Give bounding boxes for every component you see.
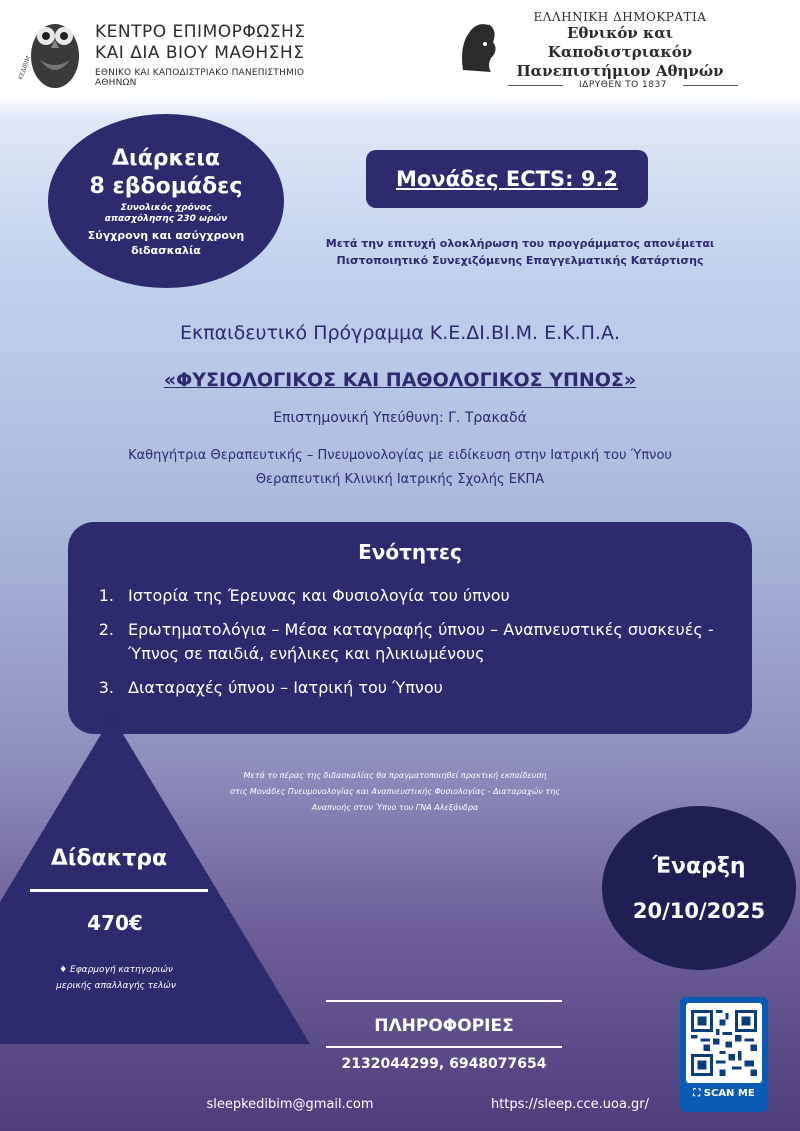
- programme-role-line1: Καθηγήτρια Θεραπευτικής – Πνευμονολογίας με ειδίκευση στην Ιατρική του Ύπνου: [128, 448, 672, 463]
- start-date: 20/10/2025: [632, 898, 766, 923]
- programme-title: «ΦΥΣΙΟΛΟΓΙΚΟΣ ΚΑΙ ΠΑΘΟΛΟΓΙΚΟΣ ΥΠΝΟΣ»: [163, 369, 637, 391]
- units-title: Ενότητες: [358, 540, 462, 564]
- fees-divider: [30, 889, 208, 892]
- programme-role: [0, 444, 800, 492]
- units-list: [84, 584, 744, 710]
- uoa-line1: ΕΛΛΗΝΙΚΗ ΔΗΜΟΚΡΑΤΙΑ: [533, 10, 707, 24]
- qr-code-card[interactable]: [680, 997, 768, 1112]
- info-title: ΠΛΗΡΟΦΟΡΙΕΣ: [374, 1016, 514, 1036]
- unit-number: 2.: [98, 620, 114, 639]
- ects-note-line2: Πιστοποιητικό Συνεχιζόμενης Επαγγελματικής Κατάρτισης: [336, 254, 704, 267]
- unit-text: Ιστορία της Έρευνας και Φυσιολογία του ύπνου: [128, 586, 510, 605]
- duration-title: Διάρκεια: [111, 145, 221, 171]
- uoa-line2: Εθνικόν και Καποδιστριακόν: [547, 24, 693, 61]
- programme-responsible: Επιστημονική Υπεύθυνη: Γ. Τρακαδά: [273, 410, 527, 426]
- fees-note-line1: ♦ Εφαρμογή κατηγοριών: [59, 965, 173, 975]
- fees-note-line2: μερικής απαλλαγής τελών: [56, 981, 176, 991]
- qr-code: [686, 1003, 762, 1083]
- duration-badge: [48, 114, 284, 288]
- svg-text:ΚΕΔΙΒΙΜ: ΚΕΔΙΒΙΜ: [18, 55, 33, 81]
- duration-weeks: 8 εβδομάδες: [89, 173, 243, 199]
- info-url-link[interactable]: https://sleep.cce.uoa.gr/: [490, 1097, 650, 1112]
- uoa-founded: ΙΔΡΥΘΕΝ ΤΟ 1837: [508, 80, 738, 90]
- practice-line3: Αναπνοής στον Ύπνο του ΓΝΑ Αλεξάνδρα: [311, 803, 479, 812]
- duration-hours: Συνολικός χρόνος απασχόλησης 230 ωρών: [104, 202, 228, 224]
- ects-note-line1: Μετά την επιτυχή ολοκλήρωση του προγράμματος απονέμεται: [325, 237, 715, 250]
- ects-badge: Μονάδες ECTS: 9.2: [366, 150, 648, 208]
- unit-text: Διαταραχές ύπνου – Ιατρική του Ύπνου: [128, 678, 443, 697]
- fees-amount: 470€: [87, 911, 143, 935]
- qr-scan-label: ⛶ SCAN ME: [693, 1088, 755, 1099]
- kedivim-line2: ΚΑΙ ΔΙΑ ΒΙΟΥ ΜΑΘΗΣΗΣ: [95, 43, 305, 63]
- start-badge: [602, 806, 796, 970]
- list-item: [84, 584, 744, 608]
- athena-head-icon: [453, 14, 501, 76]
- ects-note: [270, 235, 770, 269]
- info-divider-bottom: [326, 1046, 562, 1048]
- start-title: Έναρξη: [652, 853, 746, 879]
- programme-role-line2: Θεραπευτική Κλινική Ιατρικής Σχολής ΕΚΠΑ: [255, 472, 545, 487]
- info-divider-top: [326, 1000, 562, 1002]
- unit-number: 3.: [98, 678, 114, 697]
- duration-mode: Σύγχρονη και ασύγχρονη διδασκαλία: [87, 228, 245, 257]
- fees-title: Δίδακτρα: [50, 846, 168, 871]
- kedivim-name: [95, 22, 325, 88]
- uoa-line3: Πανεπιστήμιον Αθηνών: [516, 62, 724, 80]
- info-phones: 2132044299, 6948077654: [341, 1056, 547, 1072]
- practice-line2: στις Μονάδες Πνευμονολογίας και Αναπνευστικής Φυσιολογίας - Διαταραχών της: [229, 787, 561, 796]
- fees-triangle: [0, 716, 310, 1044]
- uoa-athena-logo: [453, 14, 501, 76]
- uoa-name: [500, 10, 740, 81]
- programme-line: Εκπαιδευτικό Πρόγραμμα Κ.Ε.ΔΙ.ΒΙ.Μ. Ε.Κ.Π.Α.: [180, 322, 620, 344]
- info-email-link[interactable]: sleepkedibim@gmail.com: [206, 1097, 374, 1112]
- unit-text: Ερωτηματολόγια – Μέσα καταγραφής ύπνου – Αναπνευστικές συσκευές - Ύπνος σε παιδιά, ενήλικες και ηλικιωμένους: [128, 620, 714, 663]
- kedivim-line3: ΕΘΝΙΚΟ ΚΑΙ ΚΑΠΟΔΙΣΤΡΙΑΚΟ ΠΑΝΕΠΙΣΤΗΜΙΟ ΑΘΗΝΩΝ: [95, 68, 305, 88]
- kedivim-line1: ΚΕΝΤΡΟ ΕΠΙΜΟΡΦΩΣΗΣ: [95, 22, 306, 42]
- fees-note: [16, 962, 216, 994]
- qr-code-icon: [691, 1008, 757, 1078]
- list-item: [84, 618, 744, 666]
- units-panel: [68, 522, 752, 734]
- owl-icon: [18, 10, 88, 92]
- unit-number: 1.: [98, 586, 114, 605]
- practice-note: [160, 768, 630, 816]
- list-item: [84, 676, 744, 700]
- practice-line1: Μετά το πέρας της διδασκαλίας θα πραγματοποιηθεί πρακτική εκπαίδευση: [243, 771, 547, 780]
- kedivim-owl-logo: [18, 10, 88, 92]
